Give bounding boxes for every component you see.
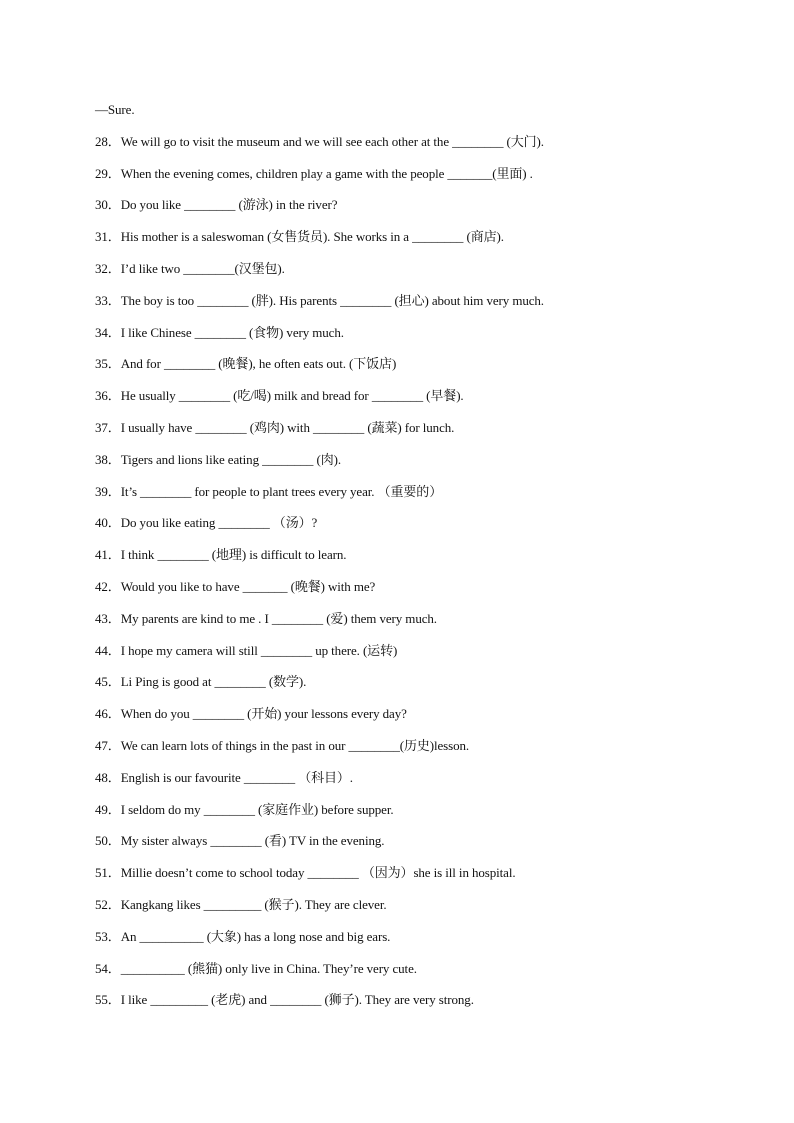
question-line: 34．I like Chinese ________ (食物) very much. — [95, 324, 344, 340]
question-line: 32．I’d like two ________(汉堡包). — [95, 260, 285, 276]
question-line: 53．An __________ (大象) has a long nose and big ears. — [95, 928, 391, 944]
question-line: 54．__________ (熊猫) only live in China. They’re very cute. — [95, 960, 417, 976]
dialogue-line: —Sure. — [95, 102, 135, 117]
question-line: 30．Do you like ________ (游泳) in the river? — [95, 197, 338, 213]
question-line: 48．English is our favourite ________ （科目）. — [95, 769, 353, 785]
question-line: 41．I think ________ (地理) is difficult to learn. — [95, 547, 347, 563]
question-line: 38．Tigers and lions like eating ________ (肉). — [95, 451, 341, 467]
question-line: 36．He usually ________ (吃/喝) milk and bread for ________ (早餐). — [95, 388, 464, 404]
question-line: 47．We can learn lots of things in the past in our ________(历史)lesson. — [95, 737, 470, 753]
question-line: 50．My sister always ________ (看) TV in the evening. — [95, 833, 385, 849]
question-line: 55．I like _________ (老虎) and ________ (狮子). They are very strong. — [95, 992, 474, 1008]
question-line: 49．I seldom do my ________ (家庭作业) before supper. — [95, 801, 394, 817]
question-line: 40．Do you like eating ________ （汤）? — [95, 515, 318, 531]
question-list — [95, 101, 735, 1023]
question-line: 52．Kangkang likes _________ (猴子). They are clever. — [95, 896, 387, 912]
question-line: 45．Li Ping is good at ________ (数学). — [95, 674, 307, 690]
question-line: 44．I hope my camera will still ________ up there. (运转) — [95, 642, 398, 658]
question-line: 37．I usually have ________ (鸡肉) with ________ (蔬菜) for lunch. — [95, 419, 455, 435]
question-line: 35．And for ________ (晚餐), he often eats out. (下饭店) — [95, 356, 397, 372]
question-line: 33．The boy is too ________ (胖). His parents ________ (担心) about him very much. — [95, 292, 544, 308]
question-line: 46．When do you ________ (开始) your lessons every day? — [95, 706, 407, 722]
question-line: 51．Millie doesn’t come to school today ________ （因为）she is ill in hospital. — [95, 865, 516, 881]
question-line: 39．It’s ________ for people to plant trees every year. （重要的） — [95, 483, 443, 499]
question-line: 31．His mother is a saleswoman (女售货员). She works in a ________ (商店). — [95, 229, 504, 245]
question-line: 43．My parents are kind to me . I ________ (爱) them very much. — [95, 610, 437, 626]
question-line: 42．Would you like to have _______ (晚餐) with me? — [95, 578, 376, 594]
question-line: 29．When the evening comes, children play a game with the people _______(里面) . — [95, 165, 533, 181]
question-line: 28．We will go to visit the museum and we will see each other at the ________ (大门). — [95, 133, 544, 149]
